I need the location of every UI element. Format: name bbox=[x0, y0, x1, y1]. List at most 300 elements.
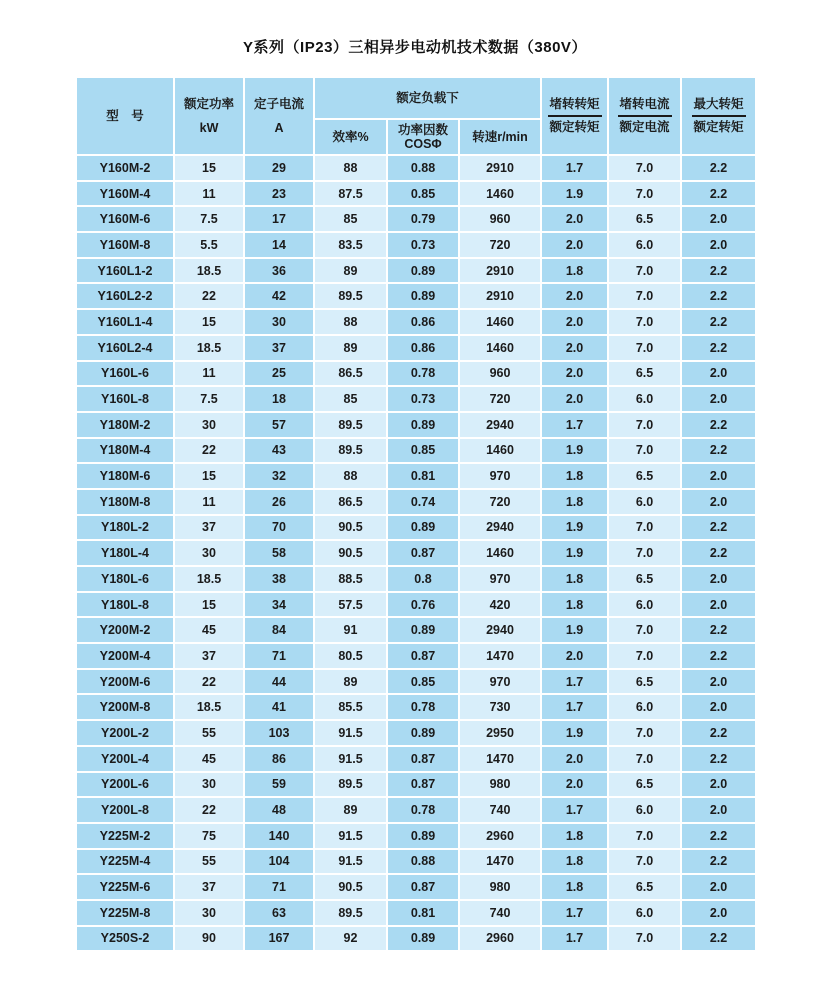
cell-power-factor: 0.89 bbox=[387, 617, 459, 643]
cell-max-torque-ratio: 2.0 bbox=[681, 386, 756, 412]
cell-locked-current-ratio: 7.0 bbox=[608, 643, 681, 669]
cell-rated-power: 90 bbox=[174, 926, 244, 952]
header-locked-torque-ratio bbox=[541, 77, 608, 155]
cell-speed: 720 bbox=[459, 386, 541, 412]
cell-power-factor: 0.73 bbox=[387, 386, 459, 412]
cell-power-factor: 0.89 bbox=[387, 283, 459, 309]
cell-max-torque-ratio: 2.2 bbox=[681, 823, 756, 849]
cell-speed: 1470 bbox=[459, 643, 541, 669]
cell-locked-current-ratio: 7.0 bbox=[608, 181, 681, 207]
table-row bbox=[76, 515, 756, 541]
cell-locked-torque-ratio: 1.9 bbox=[541, 515, 608, 541]
cell-stator-current: 71 bbox=[244, 874, 314, 900]
header-model: 型 号 bbox=[76, 77, 174, 155]
cell-rated-power: 15 bbox=[174, 592, 244, 618]
cell-locked-torque-ratio: 1.9 bbox=[541, 540, 608, 566]
cell-power-factor: 0.87 bbox=[387, 643, 459, 669]
cell-efficiency: 88 bbox=[314, 155, 387, 181]
table-row bbox=[76, 926, 756, 952]
cell-power-factor: 0.78 bbox=[387, 361, 459, 387]
table-row bbox=[76, 617, 756, 643]
cell-locked-torque-ratio: 2.0 bbox=[541, 643, 608, 669]
cell-stator-current: 34 bbox=[244, 592, 314, 618]
cell-max-torque-ratio: 2.0 bbox=[681, 669, 756, 695]
cell-speed: 2960 bbox=[459, 823, 541, 849]
cell-speed: 1460 bbox=[459, 540, 541, 566]
cell-rated-power: 15 bbox=[174, 463, 244, 489]
table-row bbox=[76, 181, 756, 207]
table-row bbox=[76, 206, 756, 232]
cell-model: Y180L-6 bbox=[76, 566, 174, 592]
cell-max-torque-ratio: 2.2 bbox=[681, 540, 756, 566]
cell-locked-torque-ratio: 1.8 bbox=[541, 874, 608, 900]
cell-speed: 2910 bbox=[459, 258, 541, 284]
table-row bbox=[76, 772, 756, 798]
cell-rated-power: 30 bbox=[174, 540, 244, 566]
cell-model: Y250S-2 bbox=[76, 926, 174, 952]
cell-stator-current: 36 bbox=[244, 258, 314, 284]
table-row bbox=[76, 438, 756, 464]
cell-locked-torque-ratio: 2.0 bbox=[541, 361, 608, 387]
cell-locked-torque-ratio: 2.0 bbox=[541, 335, 608, 361]
cell-locked-current-ratio: 7.0 bbox=[608, 720, 681, 746]
cell-locked-torque-ratio: 1.7 bbox=[541, 926, 608, 952]
cell-speed: 1460 bbox=[459, 438, 541, 464]
cell-locked-torque-ratio: 1.8 bbox=[541, 823, 608, 849]
cell-max-torque-ratio: 2.2 bbox=[681, 746, 756, 772]
cell-locked-current-ratio: 6.0 bbox=[608, 232, 681, 258]
header-efficiency: 效率% bbox=[314, 119, 387, 155]
table-row bbox=[76, 849, 756, 875]
cell-stator-current: 18 bbox=[244, 386, 314, 412]
cell-rated-power: 15 bbox=[174, 155, 244, 181]
cell-model: Y225M-8 bbox=[76, 900, 174, 926]
cell-locked-torque-ratio: 1.7 bbox=[541, 669, 608, 695]
cell-stator-current: 58 bbox=[244, 540, 314, 566]
cell-stator-current: 103 bbox=[244, 720, 314, 746]
cell-model: Y180M-4 bbox=[76, 438, 174, 464]
cell-locked-current-ratio: 6.5 bbox=[608, 566, 681, 592]
cell-power-factor: 0.87 bbox=[387, 874, 459, 900]
cell-locked-current-ratio: 6.0 bbox=[608, 592, 681, 618]
cell-rated-power: 55 bbox=[174, 849, 244, 875]
locked-torque-numerator: 堵转转矩 bbox=[548, 97, 602, 117]
cell-max-torque-ratio: 2.2 bbox=[681, 515, 756, 541]
cell-stator-current: 17 bbox=[244, 206, 314, 232]
cell-efficiency: 88 bbox=[314, 309, 387, 335]
cell-speed: 970 bbox=[459, 669, 541, 695]
cell-speed: 970 bbox=[459, 463, 541, 489]
cell-max-torque-ratio: 2.0 bbox=[681, 874, 756, 900]
cell-model: Y200M-8 bbox=[76, 694, 174, 720]
cell-model: Y200M-2 bbox=[76, 617, 174, 643]
cell-max-torque-ratio: 2.2 bbox=[681, 335, 756, 361]
table-row bbox=[76, 669, 756, 695]
cell-max-torque-ratio: 2.0 bbox=[681, 797, 756, 823]
cell-rated-power: 45 bbox=[174, 617, 244, 643]
cell-locked-torque-ratio: 1.9 bbox=[541, 720, 608, 746]
cell-max-torque-ratio: 2.0 bbox=[681, 463, 756, 489]
cell-stator-current: 140 bbox=[244, 823, 314, 849]
table-row bbox=[76, 746, 756, 772]
cell-power-factor: 0.87 bbox=[387, 772, 459, 798]
cell-max-torque-ratio: 2.2 bbox=[681, 412, 756, 438]
cell-model: Y180L-2 bbox=[76, 515, 174, 541]
cell-rated-power: 37 bbox=[174, 874, 244, 900]
cell-power-factor: 0.8 bbox=[387, 566, 459, 592]
cell-power-factor: 0.74 bbox=[387, 489, 459, 515]
cell-max-torque-ratio: 2.2 bbox=[681, 643, 756, 669]
cell-rated-power: 30 bbox=[174, 900, 244, 926]
cell-power-factor: 0.89 bbox=[387, 720, 459, 746]
cell-model: Y180M-8 bbox=[76, 489, 174, 515]
cell-rated-power: 37 bbox=[174, 515, 244, 541]
cell-rated-power: 45 bbox=[174, 746, 244, 772]
cell-stator-current: 23 bbox=[244, 181, 314, 207]
cell-rated-power: 11 bbox=[174, 489, 244, 515]
cell-power-factor: 0.81 bbox=[387, 900, 459, 926]
cell-max-torque-ratio: 2.0 bbox=[681, 592, 756, 618]
table-row bbox=[76, 232, 756, 258]
table-header bbox=[76, 77, 756, 155]
cell-model: Y180L-4 bbox=[76, 540, 174, 566]
cell-rated-power: 18.5 bbox=[174, 694, 244, 720]
locked-current-numerator: 堵转电流 bbox=[618, 97, 672, 117]
cell-efficiency: 89.5 bbox=[314, 412, 387, 438]
table-container bbox=[75, 76, 755, 952]
cell-power-factor: 0.85 bbox=[387, 438, 459, 464]
cell-power-factor: 0.85 bbox=[387, 669, 459, 695]
cell-stator-current: 14 bbox=[244, 232, 314, 258]
cell-power-factor: 0.87 bbox=[387, 540, 459, 566]
cell-stator-current: 37 bbox=[244, 335, 314, 361]
cell-stator-current: 25 bbox=[244, 361, 314, 387]
cell-max-torque-ratio: 2.0 bbox=[681, 694, 756, 720]
table-row bbox=[76, 566, 756, 592]
cell-efficiency: 89.5 bbox=[314, 438, 387, 464]
cell-rated-power: 22 bbox=[174, 283, 244, 309]
cell-stator-current: 44 bbox=[244, 669, 314, 695]
cell-efficiency: 85 bbox=[314, 206, 387, 232]
cell-max-torque-ratio: 2.2 bbox=[681, 617, 756, 643]
cell-stator-current: 59 bbox=[244, 772, 314, 798]
cell-efficiency: 80.5 bbox=[314, 643, 387, 669]
cell-rated-power: 15 bbox=[174, 309, 244, 335]
table-row bbox=[76, 361, 756, 387]
cell-speed: 2910 bbox=[459, 155, 541, 181]
cell-locked-torque-ratio: 2.0 bbox=[541, 386, 608, 412]
cell-locked-current-ratio: 7.0 bbox=[608, 309, 681, 335]
cell-model: Y160M-6 bbox=[76, 206, 174, 232]
cell-locked-current-ratio: 6.0 bbox=[608, 694, 681, 720]
cell-model: Y160M-8 bbox=[76, 232, 174, 258]
table-row bbox=[76, 386, 756, 412]
cell-model: Y225M-6 bbox=[76, 874, 174, 900]
cell-stator-current: 63 bbox=[244, 900, 314, 926]
cell-speed: 2960 bbox=[459, 926, 541, 952]
cell-locked-torque-ratio: 1.8 bbox=[541, 258, 608, 284]
cell-efficiency: 90.5 bbox=[314, 540, 387, 566]
cell-speed: 2910 bbox=[459, 283, 541, 309]
cell-efficiency: 85 bbox=[314, 386, 387, 412]
table-row bbox=[76, 463, 756, 489]
cell-locked-torque-ratio: 1.8 bbox=[541, 566, 608, 592]
cell-model: Y200M-4 bbox=[76, 643, 174, 669]
cell-model: Y225M-2 bbox=[76, 823, 174, 849]
cell-locked-current-ratio: 6.5 bbox=[608, 463, 681, 489]
cell-speed: 960 bbox=[459, 206, 541, 232]
cell-speed: 730 bbox=[459, 694, 541, 720]
cell-efficiency: 89.5 bbox=[314, 772, 387, 798]
table-row bbox=[76, 823, 756, 849]
cell-efficiency: 92 bbox=[314, 926, 387, 952]
cell-speed: 740 bbox=[459, 797, 541, 823]
cell-power-factor: 0.78 bbox=[387, 797, 459, 823]
header-power-factor-label: 功率因数 bbox=[397, 123, 448, 137]
cell-stator-current: 167 bbox=[244, 926, 314, 952]
header-stator-current-label: 定子电流 bbox=[253, 96, 304, 111]
cell-locked-torque-ratio: 1.9 bbox=[541, 617, 608, 643]
cell-locked-current-ratio: 7.0 bbox=[608, 438, 681, 464]
cell-locked-torque-ratio: 1.8 bbox=[541, 463, 608, 489]
cell-speed: 980 bbox=[459, 874, 541, 900]
cell-efficiency: 57.5 bbox=[314, 592, 387, 618]
cell-stator-current: 43 bbox=[244, 438, 314, 464]
cell-stator-current: 30 bbox=[244, 309, 314, 335]
table-row bbox=[76, 643, 756, 669]
cell-speed: 720 bbox=[459, 232, 541, 258]
cell-max-torque-ratio: 2.0 bbox=[681, 232, 756, 258]
cell-stator-current: 104 bbox=[244, 849, 314, 875]
cell-efficiency: 89.5 bbox=[314, 283, 387, 309]
table-row bbox=[76, 540, 756, 566]
cell-locked-torque-ratio: 2.0 bbox=[541, 206, 608, 232]
table-row bbox=[76, 694, 756, 720]
header-rated-power bbox=[174, 77, 244, 155]
cell-locked-current-ratio: 6.5 bbox=[608, 874, 681, 900]
cell-efficiency: 91.5 bbox=[314, 849, 387, 875]
cell-model: Y200L-4 bbox=[76, 746, 174, 772]
cell-locked-torque-ratio: 2.0 bbox=[541, 309, 608, 335]
cell-power-factor: 0.89 bbox=[387, 258, 459, 284]
cell-locked-torque-ratio: 1.8 bbox=[541, 592, 608, 618]
cell-locked-torque-ratio: 2.0 bbox=[541, 746, 608, 772]
header-rated-power-unit: kW bbox=[199, 120, 219, 135]
cell-max-torque-ratio: 2.0 bbox=[681, 900, 756, 926]
cell-model: Y160M-4 bbox=[76, 181, 174, 207]
locked-torque-fraction bbox=[548, 97, 602, 135]
cell-efficiency: 85.5 bbox=[314, 694, 387, 720]
cell-max-torque-ratio: 2.2 bbox=[681, 155, 756, 181]
cell-model: Y200M-6 bbox=[76, 669, 174, 695]
cell-rated-power: 75 bbox=[174, 823, 244, 849]
cell-max-torque-ratio: 2.0 bbox=[681, 361, 756, 387]
cell-model: Y160L-6 bbox=[76, 361, 174, 387]
cell-efficiency: 89 bbox=[314, 797, 387, 823]
table-row bbox=[76, 592, 756, 618]
cell-rated-power: 37 bbox=[174, 643, 244, 669]
cell-efficiency: 86.5 bbox=[314, 361, 387, 387]
cell-rated-power: 11 bbox=[174, 181, 244, 207]
cell-model: Y225M-4 bbox=[76, 849, 174, 875]
cell-max-torque-ratio: 2.2 bbox=[681, 181, 756, 207]
cell-efficiency: 91.5 bbox=[314, 746, 387, 772]
max-torque-numerator: 最大转矩 bbox=[692, 97, 746, 117]
cell-power-factor: 0.87 bbox=[387, 746, 459, 772]
cell-power-factor: 0.76 bbox=[387, 592, 459, 618]
cell-rated-power: 11 bbox=[174, 361, 244, 387]
cell-locked-current-ratio: 6.0 bbox=[608, 386, 681, 412]
cell-rated-power: 22 bbox=[174, 797, 244, 823]
cell-locked-current-ratio: 6.0 bbox=[608, 489, 681, 515]
cell-efficiency: 89 bbox=[314, 335, 387, 361]
cell-efficiency: 90.5 bbox=[314, 874, 387, 900]
cell-rated-power: 55 bbox=[174, 720, 244, 746]
cell-power-factor: 0.89 bbox=[387, 926, 459, 952]
cell-locked-current-ratio: 6.5 bbox=[608, 669, 681, 695]
cell-speed: 2940 bbox=[459, 412, 541, 438]
cell-efficiency: 88.5 bbox=[314, 566, 387, 592]
cell-locked-current-ratio: 6.0 bbox=[608, 900, 681, 926]
cell-max-torque-ratio: 2.0 bbox=[681, 206, 756, 232]
cell-model: Y200L-8 bbox=[76, 797, 174, 823]
cell-locked-current-ratio: 6.5 bbox=[608, 206, 681, 232]
cell-locked-current-ratio: 7.0 bbox=[608, 617, 681, 643]
cell-speed: 2950 bbox=[459, 720, 541, 746]
header-stator-current bbox=[244, 77, 314, 155]
cell-locked-torque-ratio: 1.8 bbox=[541, 489, 608, 515]
cell-stator-current: 38 bbox=[244, 566, 314, 592]
cell-locked-current-ratio: 7.0 bbox=[608, 746, 681, 772]
cell-efficiency: 87.5 bbox=[314, 181, 387, 207]
cell-max-torque-ratio: 2.2 bbox=[681, 720, 756, 746]
header-rated-load-group: 额定负载下 bbox=[314, 77, 541, 119]
cell-locked-torque-ratio: 1.7 bbox=[541, 412, 608, 438]
cell-speed: 720 bbox=[459, 489, 541, 515]
cell-locked-torque-ratio: 1.9 bbox=[541, 438, 608, 464]
cell-speed: 1460 bbox=[459, 309, 541, 335]
table-row bbox=[76, 797, 756, 823]
cell-rated-power: 30 bbox=[174, 412, 244, 438]
table-body bbox=[76, 155, 756, 951]
cell-max-torque-ratio: 2.2 bbox=[681, 309, 756, 335]
table-row bbox=[76, 412, 756, 438]
cell-power-factor: 0.89 bbox=[387, 823, 459, 849]
cell-efficiency: 91 bbox=[314, 617, 387, 643]
cell-locked-current-ratio: 7.0 bbox=[608, 515, 681, 541]
cell-power-factor: 0.89 bbox=[387, 515, 459, 541]
header-power-factor bbox=[387, 119, 459, 155]
cell-model: Y180M-6 bbox=[76, 463, 174, 489]
cell-speed: 1460 bbox=[459, 181, 541, 207]
cell-efficiency: 88 bbox=[314, 463, 387, 489]
header-rated-power-label: 额定功率 bbox=[183, 96, 234, 111]
table-row bbox=[76, 874, 756, 900]
cell-power-factor: 0.73 bbox=[387, 232, 459, 258]
header-stator-current-unit: A bbox=[274, 120, 284, 135]
cell-model: Y160L2-2 bbox=[76, 283, 174, 309]
cell-stator-current: 48 bbox=[244, 797, 314, 823]
max-torque-denominator: 额定转矩 bbox=[693, 120, 744, 134]
cell-model: Y180M-2 bbox=[76, 412, 174, 438]
page-title: Y系列（IP23）三相异步电动机技术数据（380V） bbox=[243, 39, 587, 56]
cell-locked-current-ratio: 6.5 bbox=[608, 361, 681, 387]
cell-power-factor: 0.88 bbox=[387, 155, 459, 181]
locked-torque-denominator: 额定转矩 bbox=[549, 120, 600, 134]
cell-stator-current: 71 bbox=[244, 643, 314, 669]
cell-max-torque-ratio: 2.0 bbox=[681, 489, 756, 515]
cell-rated-power: 18.5 bbox=[174, 258, 244, 284]
motor-data-table bbox=[75, 76, 757, 952]
cell-speed: 1470 bbox=[459, 849, 541, 875]
cell-locked-current-ratio: 6.5 bbox=[608, 772, 681, 798]
cell-stator-current: 86 bbox=[244, 746, 314, 772]
cell-locked-current-ratio: 7.0 bbox=[608, 335, 681, 361]
cell-locked-torque-ratio: 1.7 bbox=[541, 155, 608, 181]
cell-speed: 740 bbox=[459, 900, 541, 926]
cell-speed: 2940 bbox=[459, 515, 541, 541]
cell-model: Y200L-6 bbox=[76, 772, 174, 798]
header-locked-current-ratio bbox=[608, 77, 681, 155]
cell-locked-current-ratio: 6.0 bbox=[608, 797, 681, 823]
cell-rated-power: 22 bbox=[174, 669, 244, 695]
cell-rated-power: 30 bbox=[174, 772, 244, 798]
cell-speed: 1470 bbox=[459, 746, 541, 772]
cell-power-factor: 0.78 bbox=[387, 694, 459, 720]
cell-locked-torque-ratio: 2.0 bbox=[541, 283, 608, 309]
table-row bbox=[76, 155, 756, 181]
cell-max-torque-ratio: 2.2 bbox=[681, 438, 756, 464]
cell-model: Y200L-2 bbox=[76, 720, 174, 746]
cell-locked-torque-ratio: 2.0 bbox=[541, 232, 608, 258]
cell-speed: 2940 bbox=[459, 617, 541, 643]
cell-locked-torque-ratio: 1.7 bbox=[541, 797, 608, 823]
cell-locked-torque-ratio: 1.9 bbox=[541, 181, 608, 207]
cell-stator-current: 41 bbox=[244, 694, 314, 720]
cell-efficiency: 90.5 bbox=[314, 515, 387, 541]
cell-locked-torque-ratio: 1.7 bbox=[541, 900, 608, 926]
cell-efficiency: 91.5 bbox=[314, 720, 387, 746]
cell-model: Y160L1-2 bbox=[76, 258, 174, 284]
max-torque-fraction bbox=[692, 97, 746, 135]
cell-power-factor: 0.81 bbox=[387, 463, 459, 489]
cell-efficiency: 89.5 bbox=[314, 900, 387, 926]
cell-stator-current: 26 bbox=[244, 489, 314, 515]
locked-current-fraction bbox=[618, 97, 672, 135]
cell-max-torque-ratio: 2.2 bbox=[681, 258, 756, 284]
cell-locked-current-ratio: 7.0 bbox=[608, 258, 681, 284]
cell-locked-current-ratio: 7.0 bbox=[608, 155, 681, 181]
cell-locked-current-ratio: 7.0 bbox=[608, 823, 681, 849]
cell-power-factor: 0.86 bbox=[387, 309, 459, 335]
cell-efficiency: 89 bbox=[314, 258, 387, 284]
cell-locked-current-ratio: 7.0 bbox=[608, 283, 681, 309]
cell-locked-current-ratio: 7.0 bbox=[608, 849, 681, 875]
cell-locked-current-ratio: 7.0 bbox=[608, 540, 681, 566]
cell-max-torque-ratio: 2.0 bbox=[681, 772, 756, 798]
header-power-factor-symbol: COSΦ bbox=[404, 137, 442, 151]
cell-locked-current-ratio: 7.0 bbox=[608, 412, 681, 438]
cell-speed: 980 bbox=[459, 772, 541, 798]
cell-stator-current: 70 bbox=[244, 515, 314, 541]
cell-rated-power: 22 bbox=[174, 438, 244, 464]
table-row bbox=[76, 720, 756, 746]
cell-model: Y160M-2 bbox=[76, 155, 174, 181]
cell-rated-power: 7.5 bbox=[174, 386, 244, 412]
table-row bbox=[76, 335, 756, 361]
cell-power-factor: 0.85 bbox=[387, 181, 459, 207]
cell-rated-power: 7.5 bbox=[174, 206, 244, 232]
